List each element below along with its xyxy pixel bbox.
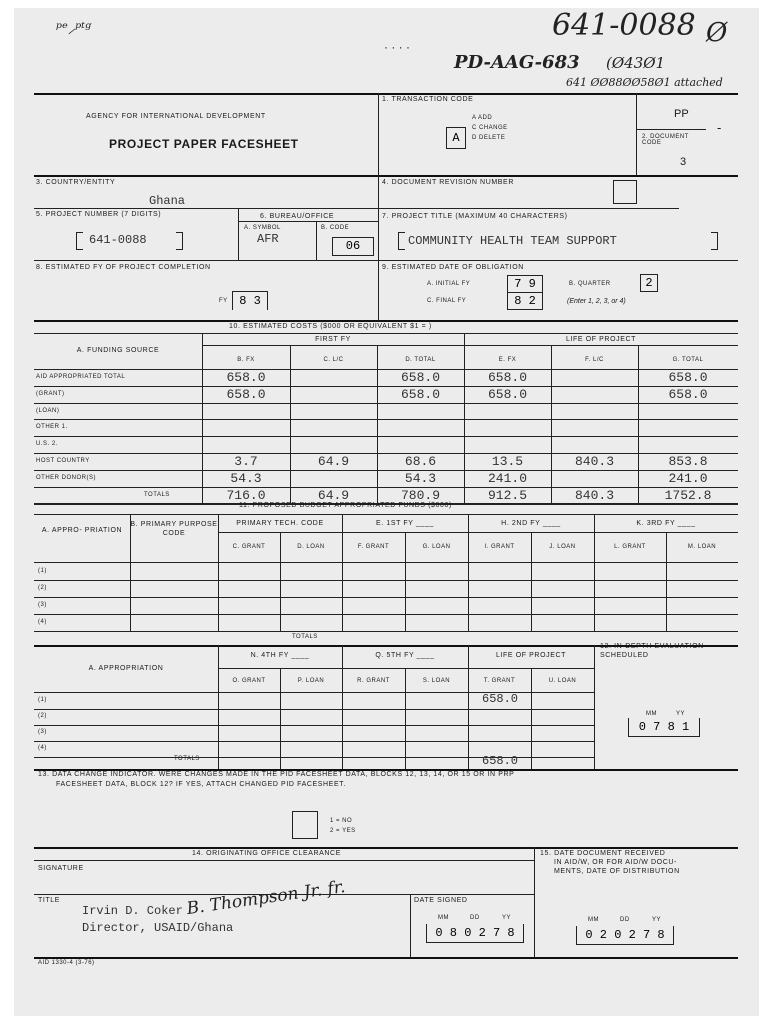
budget2-col-line bbox=[405, 668, 406, 769]
cost-cell: 241.0 bbox=[487, 470, 527, 486]
received-label-1: 15. DATE DOCUMENT RECEIVED bbox=[540, 850, 666, 857]
date-signed-yy: YY bbox=[502, 915, 512, 921]
budget2-row-rule bbox=[34, 725, 594, 726]
eval-mm-label: MM bbox=[646, 711, 657, 717]
quarter-label: B. QUARTER bbox=[569, 281, 611, 287]
cost-col-header: E. FX bbox=[498, 357, 517, 363]
cost-cell: 64.9 bbox=[317, 454, 350, 469]
budget-sub-header: M. LOAN bbox=[687, 544, 717, 550]
cost-cell: 658.0 bbox=[487, 370, 527, 385]
bureau-symbol: AFR bbox=[257, 232, 279, 246]
budget-col-line bbox=[666, 532, 667, 631]
budget2-row-rule bbox=[34, 741, 594, 742]
bureau-code-label: B. CODE bbox=[321, 225, 350, 231]
signer-name: Irvin D. Coker bbox=[82, 904, 183, 918]
date-signed-label: DATE SIGNED bbox=[414, 897, 468, 904]
cost-cell: 241.0 bbox=[668, 470, 708, 486]
budget-sub-header: J. LOAN bbox=[549, 544, 576, 550]
project-title-label: 7. PROJECT TITLE (MAXIMUM 40 CHARACTERS) bbox=[382, 213, 568, 220]
cost-col-header: C. L/C bbox=[323, 357, 344, 363]
date-signed-divider bbox=[410, 894, 411, 957]
bureau-symbol-label: A. SYMBOL bbox=[244, 225, 281, 231]
budget2-row-label: (1) bbox=[38, 697, 47, 703]
budget2-col-line bbox=[468, 645, 469, 769]
date-signed-box[interactable]: 0 8 0 2 7 8 bbox=[426, 924, 524, 943]
cost-row-label: HOST COUNTRY bbox=[36, 458, 90, 464]
costs-first-fy: FIRST FY bbox=[315, 336, 351, 343]
option-change: C CHANGE bbox=[472, 125, 508, 131]
transaction-code-box[interactable]: A bbox=[446, 127, 466, 149]
budget-fy3-header: K. 3RD FY ____ bbox=[636, 520, 696, 527]
received-yy: YY bbox=[652, 917, 662, 923]
initial-fy-box[interactable]: 7 9 bbox=[507, 275, 543, 293]
title-bracket-left bbox=[398, 232, 405, 250]
cost-cell: 3.7 bbox=[234, 454, 258, 469]
budget-col-line bbox=[405, 532, 406, 631]
budget2-fy5-header: Q. 5TH FY ____ bbox=[375, 652, 435, 659]
budget-sub-header: C. GRANT bbox=[232, 544, 266, 550]
budget2-rule-2 bbox=[218, 668, 594, 669]
funding-source-header: A. FUNDING SOURCE bbox=[76, 347, 160, 354]
budget-row-rule bbox=[34, 614, 738, 615]
bureau-rule bbox=[238, 221, 378, 222]
cost-cell: 780.9 bbox=[400, 487, 440, 503]
option-add: A ADD bbox=[472, 115, 493, 121]
doc-code-rule bbox=[636, 129, 706, 130]
budget-fy2-header: H. 2ND FY ____ bbox=[501, 520, 561, 527]
budget-col-line bbox=[280, 532, 281, 631]
row-divider-mid bbox=[378, 175, 379, 320]
budget-sub-header: G. LOAN bbox=[422, 544, 451, 550]
budget-appropriation-header: A. APPRO- PRIATION bbox=[41, 527, 123, 534]
cost-cell: 912.5 bbox=[487, 487, 527, 503]
budget2-row-label: (4) bbox=[38, 745, 47, 751]
cost-row-label: (LOAN) bbox=[36, 407, 60, 414]
cost-cell: 853.8 bbox=[668, 454, 708, 469]
cost-cell: 54.3 bbox=[230, 470, 262, 486]
cost-cell: 658.0 bbox=[226, 370, 266, 385]
eval-divider bbox=[594, 645, 595, 769]
change-rule bbox=[34, 847, 738, 849]
date-signed-mm: MM bbox=[438, 915, 449, 921]
title-label: TITLE bbox=[38, 897, 61, 904]
cost-col-header: F. L/C bbox=[585, 357, 604, 363]
budget2-totals-label: TOTALS bbox=[174, 756, 200, 762]
cost-col-header: D. TOTAL bbox=[405, 357, 436, 363]
revision-label: 4. DOCUMENT REVISION NUMBER bbox=[382, 179, 514, 186]
doc-code-label: 2. DOCUMENT CODE bbox=[642, 134, 689, 146]
change-text-1: 13. DATA CHANGE INDICATOR. WERE CHANGES MADE IN THE PID FACESHEET DATA, BLOCKS 12, 13, 14, OR 15 OR IN PRP bbox=[38, 771, 515, 778]
cost-cell: 658.0 bbox=[400, 386, 440, 402]
quarter-hint: (Enter 1, 2, 3, or 4) bbox=[567, 298, 626, 305]
budget-col-line bbox=[531, 532, 532, 631]
budget2-appropriation-header: A. APPROPRIATION bbox=[88, 665, 164, 672]
cost-cell: 840.3 bbox=[574, 487, 614, 503]
change-yes: 2 = YES bbox=[330, 828, 356, 834]
costs-rule-2 bbox=[202, 345, 738, 346]
received-dd: DD bbox=[620, 917, 630, 923]
cost-cell: 13.5 bbox=[491, 454, 524, 469]
header-divider-right bbox=[636, 93, 637, 175]
handwritten-circle-mark: Ø bbox=[706, 18, 728, 48]
cost-row-rule bbox=[34, 403, 738, 404]
budget2-sub-header: U. LOAN bbox=[548, 678, 577, 684]
cost-cell: 658.0 bbox=[400, 370, 440, 385]
budget2-life-header: LIFE OF PROJECT bbox=[495, 652, 567, 659]
budget2-sub-header: S. LOAN bbox=[422, 678, 451, 684]
cost-row-label: TOTALS bbox=[144, 491, 170, 498]
cost-cell: 1752.8 bbox=[664, 487, 712, 503]
document-page bbox=[14, 8, 759, 1016]
final-fy-box[interactable]: 8 2 bbox=[507, 292, 543, 310]
project-number-label: 5. PROJECT NUMBER (7 DIGITS) bbox=[36, 211, 162, 218]
initial-fy-label: A. INITIAL FY bbox=[427, 281, 471, 287]
final-fy-label: C. FINAL FY bbox=[427, 298, 467, 304]
project-number-value: 641-0088 bbox=[89, 233, 147, 247]
project-number-bracket-right bbox=[176, 232, 183, 250]
bottom-rule bbox=[34, 957, 738, 959]
cost-cell: 658.0 bbox=[226, 386, 266, 402]
obligation-label: 9. ESTIMATED DATE OF OBLIGATION bbox=[382, 264, 524, 271]
handwritten-doc-number: 641-0088 bbox=[552, 8, 696, 43]
budget-tech-code-header: PRIMARY TECH. CODE bbox=[236, 520, 324, 527]
cost-row-label: U.S. 2. bbox=[36, 441, 58, 448]
cost-col-header: B. FX bbox=[237, 357, 255, 363]
bureau-divider bbox=[238, 208, 239, 260]
budget-row-rule bbox=[34, 597, 738, 598]
doc-code-value: 3 bbox=[680, 156, 687, 168]
project-number-bracket-left bbox=[76, 232, 83, 250]
budget-rule-2 bbox=[218, 532, 738, 533]
header-bottom-rule bbox=[34, 175, 738, 177]
received-date-box[interactable]: 0 2 0 2 7 8 bbox=[576, 926, 674, 945]
budget-sub-header: F. GRANT bbox=[357, 544, 390, 550]
header-top-rule bbox=[34, 93, 738, 95]
budget-purpose-header: B. PRIMARY PURPOSE CODE bbox=[130, 521, 218, 537]
budget-rule-1 bbox=[34, 514, 738, 515]
budget-row-label: (4) bbox=[38, 619, 47, 625]
cost-row-rule bbox=[34, 436, 738, 437]
budget2-sub-header: R. GRANT bbox=[357, 678, 390, 684]
budget-totals-label: TOTALS bbox=[292, 634, 318, 640]
budget-row-rule bbox=[34, 580, 738, 581]
budget-row-label: (3) bbox=[38, 602, 47, 608]
cost-row-label: OTHER 1. bbox=[36, 424, 68, 431]
cost-col-header: G. TOTAL bbox=[672, 357, 704, 363]
dots: · · · · bbox=[384, 40, 410, 54]
budget2-fy4-header: N. 4TH FY ____ bbox=[250, 652, 310, 659]
cost-cell: 658.0 bbox=[487, 386, 527, 402]
project-title-value: COMMUNITY HEALTH TEAM SUPPORT bbox=[408, 234, 617, 248]
revision-box[interactable] bbox=[613, 180, 637, 204]
cost-cell: 658.0 bbox=[668, 386, 708, 402]
cost-cell: 68.6 bbox=[404, 454, 437, 469]
budget2-row-rule bbox=[34, 709, 594, 710]
handwritten-pd-number: PD-AAG-683 bbox=[454, 52, 580, 73]
handwritten-ref2: 641 ØØ88ØØ58Ø1 attached bbox=[566, 76, 723, 89]
received-label-3: MENTS, DATE OF DISTRIBUTION bbox=[554, 868, 680, 875]
budget2-col-line bbox=[218, 645, 219, 769]
rule-3 bbox=[34, 208, 679, 209]
costs-title: 10. ESTIMATED COSTS ($000 OR EQUIVALENT $1 = ) bbox=[229, 323, 432, 330]
budget-fy1-header: E. 1ST FY ____ bbox=[376, 520, 434, 527]
quarter-box[interactable]: 2 bbox=[640, 274, 658, 292]
budget2-row-label: (3) bbox=[38, 729, 47, 735]
form-number: AID 1330-4 (3-76) bbox=[38, 960, 95, 966]
budget2-sub-header: T. GRANT bbox=[483, 678, 516, 684]
budget2-sub-header: P. LOAN bbox=[297, 678, 325, 684]
clearance-rule-1 bbox=[34, 860, 534, 861]
cost-cell: 658.0 bbox=[668, 370, 708, 385]
cost-row-label: (GRANT) bbox=[36, 390, 65, 397]
header-divider bbox=[378, 93, 379, 175]
cost-cell: 716.0 bbox=[226, 487, 266, 503]
transaction-code-label: 1. TRANSACTION CODE bbox=[382, 96, 474, 103]
pp-dash: - bbox=[717, 120, 722, 135]
received-label-2: IN AID/W, OR FOR AID/W DOCU- bbox=[554, 859, 677, 866]
received-mm: MM bbox=[588, 917, 599, 923]
budget-sub-header: D. LOAN bbox=[297, 544, 325, 550]
cost-cell: 54.3 bbox=[404, 470, 437, 486]
eval-label: 12. IN-DEPTH EVALUATION SCHEDULED bbox=[600, 643, 704, 659]
budget2-col-line bbox=[280, 668, 281, 769]
signature-label: SIGNATURE bbox=[38, 865, 84, 872]
budget2-life-row1-value: 658.0 bbox=[482, 692, 519, 706]
agency-name: AGENCY FOR INTERNATIONAL DEVELOPMENT bbox=[86, 113, 266, 120]
date-signed-dd: DD bbox=[470, 915, 480, 921]
budget2-totals-value: 658.0 bbox=[482, 754, 519, 768]
costs-rule-1 bbox=[34, 333, 738, 334]
cost-cell: 840.3 bbox=[574, 454, 614, 469]
clearance-divider bbox=[534, 847, 535, 957]
bureau-code-value[interactable]: 06 bbox=[332, 237, 374, 256]
cost-row-label: AID APPROPRIATED TOTAL bbox=[36, 374, 126, 380]
completion-fy-box[interactable]: 8 3 bbox=[232, 291, 268, 310]
cost-row-label: OTHER DONOR(S) bbox=[36, 474, 96, 481]
bureau-label: 6. BUREAU/OFFICE bbox=[260, 213, 335, 220]
clearance-label: 14. ORIGINATING OFFICE CLEARANCE bbox=[192, 850, 341, 857]
eval-date-box[interactable]: 0 7 8 1 bbox=[628, 718, 700, 737]
cost-cell: 64.9 bbox=[317, 487, 350, 503]
signature-handwriting: B. Thompson Jr. fr. bbox=[185, 876, 347, 920]
completion-fy-label: FY bbox=[219, 298, 228, 304]
change-indicator-box[interactable] bbox=[292, 811, 318, 839]
country-label: 3. COUNTRY/ENTITY bbox=[36, 179, 116, 186]
country-value: Ghana bbox=[149, 194, 186, 208]
rule-5 bbox=[34, 260, 738, 261]
handwritten-ref1: (Ø43Ø1 bbox=[606, 54, 666, 72]
budget2-sub-header: O. GRANT bbox=[232, 678, 266, 684]
budget2-col-line bbox=[531, 668, 532, 769]
cost-row-rule bbox=[34, 419, 738, 420]
pp-code: PP bbox=[674, 108, 689, 120]
form-title: PROJECT PAPER FACESHEET bbox=[109, 137, 299, 151]
budget2-row-label: (2) bbox=[38, 713, 47, 719]
budget-sub-header: I. GRANT bbox=[484, 544, 515, 550]
rule-8 bbox=[34, 320, 738, 322]
bureau-code-divider bbox=[316, 221, 317, 260]
completion-label: 8. ESTIMATED FY OF PROJECT COMPLETION bbox=[36, 264, 211, 271]
budget-row-label: (1) bbox=[38, 568, 47, 574]
eval-yy-label: YY bbox=[676, 711, 686, 717]
budget-sub-header: L. GRANT bbox=[614, 544, 646, 550]
change-no: 1 = NO bbox=[330, 818, 353, 824]
budget-row-rule bbox=[34, 631, 738, 632]
title-bracket-right bbox=[711, 232, 718, 250]
option-delete: D DELETE bbox=[472, 135, 506, 141]
top-scribble: ᵖᵉ⸝ᵖᵗᵍ bbox=[56, 19, 92, 37]
budget-title: 11. PROPOSED BUDGET APPROPRIATED FUNDS ($000) bbox=[239, 502, 452, 509]
signer-position: Director, USAID/Ghana bbox=[82, 921, 234, 935]
budget-row-label: (2) bbox=[38, 585, 47, 591]
costs-life-of-project: LIFE OF PROJECT bbox=[565, 336, 637, 343]
budget2-col-line bbox=[342, 645, 343, 769]
change-text-2: FACESHEET DATA, BLOCK 12? IF YES, ATTACH CHANGED PID FACESHEET. bbox=[56, 781, 346, 788]
budget-row-rule bbox=[34, 562, 738, 563]
